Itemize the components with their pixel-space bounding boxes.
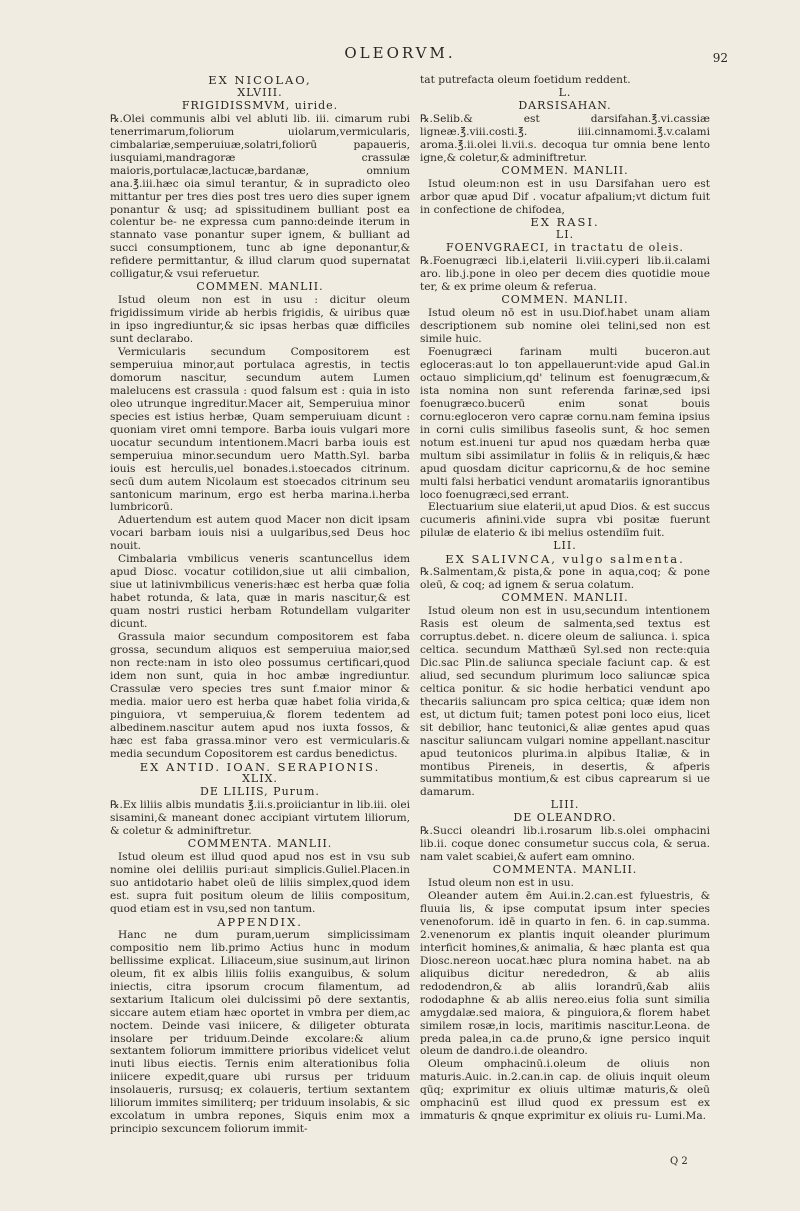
paragraph: ℞.Succi oleandri lib.i.rosarum lib.s.olei omphacini lib.ii. coque donec consumetur succus cola, & serua. nam valet scabiei,& aufert eam omnino. [420, 825, 710, 864]
right-column [420, 74, 710, 1123]
paragraph: ℞.Foenugræci lib.i,elaterii li.viii.cyperi lib.ii.calami aro. lib.j.pone in oleo per decem dies quotidie moue ter, & ex prime oleum & referua. [420, 255, 710, 294]
paragraph: Foenugræci farinam multi buceron.aut egloceras:aut lo ton appellauerunt:vide apud Gal.in octauo simplicium,qd' telinum est foenugræcum,& ista nomina non sunt referenda farinæ,sed ipsi foenugræco.bucerū enim sonat bouis cornu:egloceron vero capræ cornu.nam femina ipsius in corni culis similibus faseolis sunt, & hoc semen notum est.inueni tur apud nos quædam herba quæ multum sibi assimilatur in foliis & in reliquis,& hæc apud quosdam dicitur capricornu,& de hoc semine multi falsi herbatici vendunt aromatariis ignorantibus loco foenugræci,sed errant. [420, 346, 710, 501]
paragraph: ℞.Olei communis albi vel abluti lib. iii. cimarum rubi tenerrimarum,foliorum uiolarum,vermicularis, cimbalariæ,semperuiuæ,solatri,foliorū papaueris, iusquiami,mandragoræ crassulæ maioris,portulacæ,lactucæ,bardanæ, omnium ana.℥.iii.hæc oia simul terantur, & in supradicto oleo mittantur per tres dies post tres uero dies super ignem ponantur & usq; ad spissitudinem bulliant post ea colentur be- ne expressa cum panno:deinde iterum in stannato vase ponantur super ignem, & bulliant ad succi consumptionem, tunc ab igne deponantur,& refidere permittantur, & illud clarum quod supernatat colligatur,& vsui referuetur. [110, 112, 410, 281]
paragraph: Grassula maior secundum compositorem est faba grossa, secundum aliquos est semperuiua maior,sed non recte:nam in isto oleo possumus certificari,quod idem non sunt, quia in hoc ambæ ingrediuntur. Crassulæ vero species tres sunt f.maior minor & media. maior uero est herba quæ habet folia virida,& pinguiora, vt semperuiua,& florem tedentem ad albedinem.nascitur autem apud nos iuxta fossos, & hæc est faba grassa.minor vero est vermicularis.& media secundum Copositorem est cardus benedictus. [110, 630, 410, 760]
paragraph: ℞.Selib.& est darsifahan.℥.vi.cassiæ ligneæ.℥.viii.costi.℥. iiii.cinnamomi.℥.v.calami aroma.℥.ii.olei li.vii.s. decoqua tur omnia bene lento igne,& coletur,& adminiftretur. [420, 112, 710, 164]
paragraph: Hanc ne dum puram,uerum simplicissimam compositio nem lib.primo Actius hunc in modum bellissime explicat. Liliaceum,siue susinum,aut lirinon oleum, fit ex albis liliis foliis exanguibus, & solum iniectis, citra ipsorum crocum filamentum, ad sextarium Italicum olei dulcissimi pō dere sextantis, siccare autem etiam hæc oportet in vmbra per diem,ac noctem. Deinde vasi iniicere, & diligeter obturata insolare per triduum.Deinde excolare:& alium sextantem foliorum immittere prioribus videlicet velut inuti libus eiectis. Ternis enim alterationibus folia iniicere expedit,quare ubi rursus per triduum insolaueris, rursusq; ex colaueris, tertium sextantem liliorum immites similiterq; per triduum insolabis, & sic excolatum in umbra repones, Siquis enim mox a principio sexcuncem foliorum immit- [110, 928, 410, 1136]
source-heading: EX NICOLAO, [208, 73, 312, 87]
source-heading: EX ANTID. IOAN. SERAPIONIS. [139, 759, 381, 774]
paragraph: Oleander autem ēm Aui.in.2.can.est fyluestris, & fluuia lis, & ipse computat ipsum inter species venenoforum. idē in quarto in fen. 6. in cap.summa. 2.venenorum ex plantis inquit oleander plurimum interficit homines,& animalia, & hæc planta est qua Diosc.nereon uocat.hæc plura nomina habet. na ab aliquibus dicitur nerededron, & ab aliis redodendron,& ab aliis lorandrū,&ab aliis rododaphne & ab aliis nereo.eius folia sunt similia amygdalæ.sed maiora, & pinguiora,& florem habet similem rosæ,in locis, maritimis nascitur.Leona. de preda palea,in ca.de pruno,& igne persico inquit oleum de dandro.i.de oleandro. [420, 890, 710, 1058]
recipe-title: FRIGIDISSMVM, uiride. [181, 98, 339, 112]
recipe-title: FOENVGRAECI, in tractatu de oleis. [446, 241, 684, 255]
recipe-number: L. [558, 85, 572, 99]
paragraph: Istud oleum nō est in usu.Diof.habet unam aliam descriptionem sub nomine olei telini,sed non est simile huic. [420, 307, 710, 346]
left-column [110, 74, 410, 1136]
recipe-title: DE OLEANDRO. [513, 811, 617, 825]
recipe-number: LIII. [550, 798, 580, 812]
commentary-heading: COMMEN. MANLII. [501, 293, 629, 307]
page-number: 92 [712, 51, 728, 65]
recipe-number: XLIX. [242, 772, 278, 786]
recipe-title: DE LILIIS, Purum. [200, 785, 320, 799]
commentary-heading: COMMEN. MANLII. [501, 591, 629, 605]
commentary-heading: COMMEN. MANLII. [501, 163, 629, 177]
paragraph: Oleum omphacinū.i.oleum de oliuis non maturis.Auic. in.2.can.in cap. de oliuis inquit oleum qūq; exprimitur ex oliuis ultimæ maturis,& oleū omphacinū est illud quod ex pressum est ex immaturis & qnque exprimitur ex oliuis ru- Lumi.Ma. [420, 1058, 710, 1123]
signature-mark: Q 2 [670, 1156, 688, 1167]
paragraph: Istud oleum non est in usu,secundum intentionem Rasis est oleum de salmenta,sed textus est corruptus.debet. n. dicere oleum de saliunca. i. spica celtica. secundum Matthæū Syl.sed non recte:quia Dic.sac Plin.de saliunca speciale faciunt cap. & est aliud, sed secundum plurimum loco saliuncæ spica celtica ponitur. & sic hodie herbatici vendunt apo thecariis saliuncam pro spica celtica; quæ idem non est, ut dictum fuit; tamen potest poni loco eius, licet sit debilior, hanc teutonici,& aliæ gentes apud quas nascitur saliuncam vulgari nomine appellant.nascitur apud teutonicos plurima.in alpibus Italiæ, & in montibus Pireneis, in desertis, & afperis summitatibus montium,& est cibus caprearum si ue damarum. [420, 605, 710, 799]
recipe-title: DARSISAHAN. [518, 98, 612, 112]
paragraph: ℞.Salmentam,& pista,& pone in aqua,coq; & pone oleū, & coq; ad ignem & serua colatum. [420, 566, 710, 592]
paragraph: Istud oleum non est in usu : dicitur oleum frigidissimum viride ab herbis frigidis, & uiribus quæ in ipso ingrediuntur,& sic ipsas herbas quæ difficiles sunt declarabo. [110, 294, 410, 346]
paragraph: Electuarium siue elaterii,ut apud Dios. & est succus cucumeris afinini.vide supra vbi positæ fuerunt pilulæ de elaterio & ibi melius ostendiīm fuit. [420, 501, 710, 540]
commentary-heading: COMMENTA. MANLII. [187, 837, 333, 851]
paragraph: Cimbalaria vmbilicus veneris scantuncellus idem apud Diosc. vocatur cotilidon,siue ut alii cimbalion, siue ut latinivmbilicus veneris:hæc est herba quæ folia habet rotunda, & lata, quæ in maris nascitur,& est quam nostri rustici herbam Rotundellam vulgariter dicunt. [110, 553, 410, 631]
paragraph: Istud oleum non est in usu. [428, 877, 574, 890]
paragraph: Istud oleum:non est in usu Darsifahan uero est arbor quæ apud Dif . vocatur afpalium;vt dictum fuit in confectione de chifodea, [420, 177, 710, 216]
recipe-number: XLVIII. [237, 85, 283, 99]
paragraph: Aduertendum est autem quod Macer non dicit ipsam vocari barbam iouis nisi a uulgaribus,sed Deus hoc nouit. [110, 514, 410, 553]
paragraph: ℞.Ex liliis albis mundatis ℥.ii.s.proiiciantur in lib.iii. olei sisamini,& maneant donec accipiant virtutem liliorum, & coletur & adminiftretur. [110, 799, 410, 838]
source-heading: EX RASI. [530, 215, 600, 230]
commentary-heading: COMMENTA. MANLII. [492, 863, 638, 877]
source-heading: EX SALIVNCA, vulgo salmenta. [445, 552, 685, 567]
paragraph: Istud oleum est illud quod apud nos est in vsu sub nomine olei deliliis puri:aut simplicis.Guliel.Placen.in suo antidotario habet oleū de liliis simplex,quod idem est. supra fuit positum oleum de liliis compositum, quod etiam est in vsu,sed non tantum. [110, 851, 410, 915]
recipe-number: LI. [555, 228, 575, 242]
paragraph: Vermicularis secundum Compositorem est semperuiua minor,aut portulaca agrestis, in tectis domorum nascitur, secundum autem Lumen malelucens est crassula : quod falsum est : quia in isto oleo utrunque ingreditur.Macer ait, Semperuiua minor species est istius herbæ, Quam semperuiuam dicunt : quoniam viret omni tempore. Barba iouis vulgari more uocatur secundum intentionem.Macri barba iouis est semperuiua minor.secundum uero Matth.Syl. barba iouis est herculis,uel bonades.i.stoecados citrinum. secū dum autem Nicolaum est stoecados citrinum seu santonicum marinum, ergo est herba marina.i.herba lumbricorū. [110, 346, 410, 514]
paragraph: tat putrefacta oleum foetidum reddent. [420, 74, 631, 86]
source-heading: APPENDIX. [217, 914, 303, 929]
running-head: OLEORVM. [344, 44, 456, 62]
commentary-heading: COMMEN. MANLII. [196, 280, 324, 294]
recipe-number: LII. [553, 539, 577, 553]
